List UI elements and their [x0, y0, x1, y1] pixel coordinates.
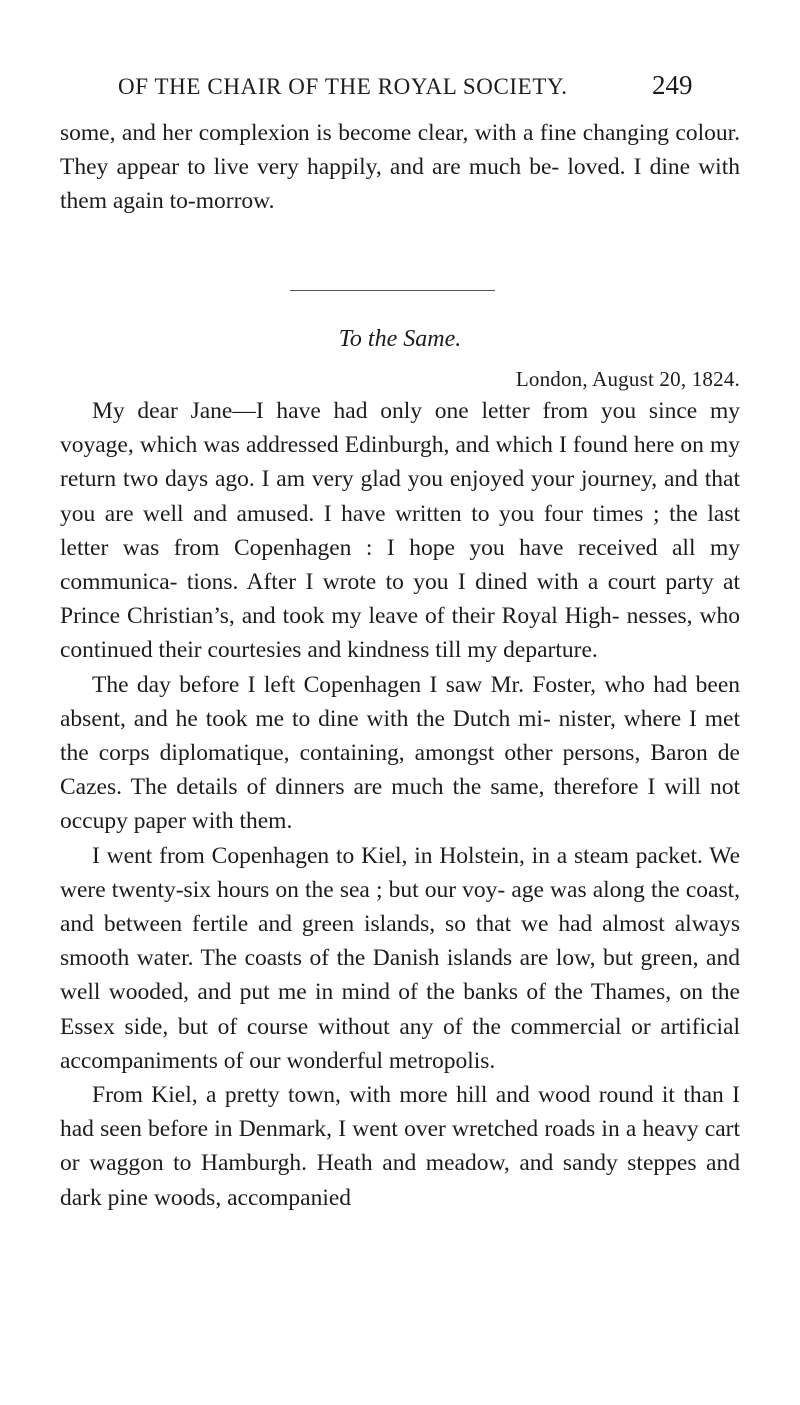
section-divider-rule: [290, 290, 495, 291]
letter-paragraph-2: The day before I left Copenhagen I saw Mr. Foster, who had been absent, and he took me to dine with the Dutch mi- nister, where I met the corps diplomatique, containing, amongst other persons, Baron de Cazes. The details of dinners are much the same, therefore I will not occupy paper with them.: [60, 671, 740, 835]
letter-paragraph-4: From Kiel, a pretty town, with more hill and wood round it than I had seen before in Denmark, I went over wretched roads in a heavy cart or waggon to Hamburgh. Heath and meadow, and sandy steppes and dark pine woods, accompanied: [60, 1082, 740, 1211]
letter-dateline: London, August 20, 1824.: [515, 367, 740, 391]
continued-paragraph: some, and her complexion is become clear, with a fine changing colour. They appear to live very happily, and are much be- loved. I dine with them again to-morrow.: [60, 120, 740, 215]
running-head: OF THE CHAIR OF THE ROYAL SOCIETY.: [118, 74, 568, 99]
continued-text-block: [60, 116, 740, 219]
letter-paragraph-3: I went from Copenhagen to Kiel, in Holstein, in a steam packet. We were twenty-six hours on the sea ; but our voy- age was along the coast, and between fertile and green islands, so that we had almost always smooth water. The coasts of the Danish islands are low, but green, and well wooded, and put me in mind of the banks of the Thames, on the Essex side, but of course without any of the commercial or artificial accompaniments of our wonderful metropolis.: [60, 842, 740, 1074]
letter-heading: To the Same.: [338, 326, 462, 352]
letter-body: [60, 394, 740, 1215]
page-number: 249: [652, 70, 693, 100]
letter-paragraph-1: My dear Jane—I have had only one letter from you since my voyage, which was addressed Edinburgh, and which I found here on my return two days ago. I am very glad you enjoyed your journey, and that you are well and amused. I have written to you four times ; the last letter was from Copenhagen : I hope you have received all my communica- tions. After I wrote to you I dined with a court party at Prince Christian’s, and took my leave of their Royal High- nesses, who continued their courtesies and kindness till my departure.: [60, 398, 740, 664]
